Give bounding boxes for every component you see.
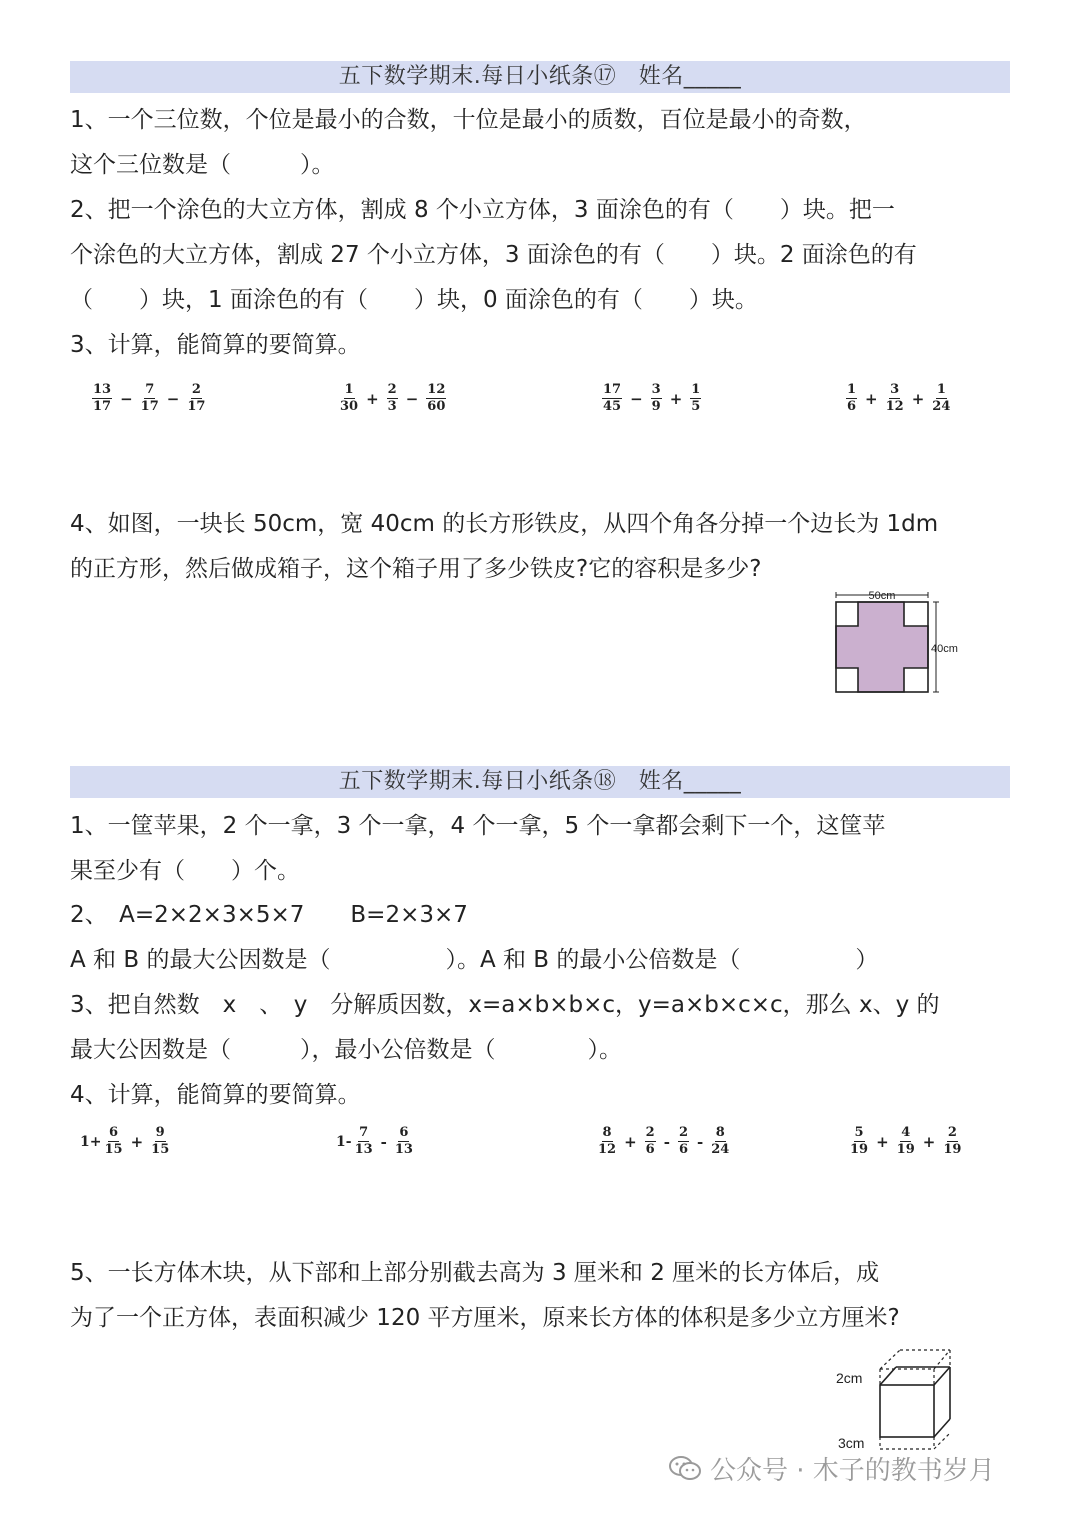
- s2-q1-line1: 1、一筐苹果，2 个一拿，3 个一拿，4 个一拿，5 个一拿都会剩下一个，这筐苹: [70, 813, 886, 839]
- fraction-numerator: 8: [715, 1125, 725, 1140]
- fraction-numerator: 2: [947, 1125, 957, 1140]
- s1-q4-line2: 的正方形，然后做成箱子，这个箱子用了多少铁皮?它的容积是多少?: [70, 556, 762, 582]
- fraction: [943, 1126, 961, 1157]
- s2-q4: 4、计算，能简算的要简算。: [70, 1082, 361, 1108]
- fraction: [886, 383, 904, 414]
- fraction-denominator: 30: [340, 399, 359, 414]
- fraction: [151, 1126, 169, 1157]
- cuboid-figure: [830, 1345, 970, 1457]
- fraction-numerator: 2: [191, 382, 201, 397]
- fraction: [104, 1126, 122, 1157]
- watermark-text: 公众号 · 木子的教书岁月: [710, 1455, 995, 1486]
- fraction-denominator: 19: [896, 1142, 915, 1157]
- expr-operator: −: [166, 389, 180, 408]
- s2-q1-line2: 果至少有（ ）个。: [70, 858, 300, 884]
- expr-operator: −: [405, 389, 419, 408]
- s2-q5-line2: 为了一个正方体，表面积减少 120 平方厘米，原来长方体的体积是多少立方厘米?: [70, 1305, 900, 1331]
- s2-q3-line1: 3、把自然数 x 、 y 分解质因数，x=a×b×b×c，y=a×b×c×c，那么 x、y 的: [70, 992, 940, 1018]
- expr-operator: +: [922, 1132, 936, 1151]
- fraction: [602, 383, 622, 414]
- s1-expr-2: [338, 383, 448, 414]
- sheet2-header-bar: [70, 766, 1010, 798]
- fraction-denominator: 60: [427, 399, 446, 414]
- fraction-numerator: 17: [603, 382, 622, 397]
- fraction-numerator: 3: [651, 382, 661, 397]
- fraction-numerator: 9: [155, 1125, 165, 1140]
- fraction-denominator: 19: [850, 1142, 869, 1157]
- fraction: [846, 383, 857, 414]
- fraction-denominator: 5: [691, 399, 701, 414]
- expr-operator: -: [697, 1132, 704, 1151]
- fraction-denominator: 24: [932, 399, 951, 414]
- fraction-denominator: 12: [598, 1142, 617, 1157]
- sheet2-header: 五下数学期末.每日小纸条⑱ 姓名_____: [338, 769, 742, 794]
- s2-expr-2: [336, 1126, 415, 1157]
- s2-q2-line2: A 和 B 的最大公因数是（ ）。A 和 B 的最小公倍数是（ ）: [70, 947, 879, 973]
- fraction: [598, 1126, 616, 1157]
- s2-q5-line1: 5、一长方体木块，从下部和上部分别截去高为 3 厘米和 2 厘米的长方体后，成: [70, 1260, 880, 1286]
- fraction-numerator: 1: [936, 382, 946, 397]
- expr-operator: +: [624, 1132, 637, 1151]
- fraction: [395, 1126, 413, 1157]
- fraction: [897, 1126, 915, 1157]
- fraction-denominator: 6: [678, 1142, 688, 1157]
- s2-expr-3: [596, 1126, 731, 1157]
- s1-expr-4: [844, 383, 952, 414]
- sheet-metal-cross: [836, 602, 928, 692]
- fraction-numerator: 6: [109, 1125, 119, 1140]
- fraction-numerator: 13: [93, 382, 112, 397]
- fraction-denominator: 24: [711, 1142, 730, 1157]
- fraction-numerator: 4: [901, 1125, 911, 1140]
- s1-expr-3: [600, 383, 703, 414]
- wechat-icon: [668, 1454, 702, 1482]
- expr-operator: −: [630, 389, 643, 408]
- fraction: [355, 1126, 373, 1157]
- sheet1-header-bar: [70, 61, 1010, 93]
- fraction-numerator: 2: [678, 1125, 688, 1140]
- fraction-denominator: 17: [93, 399, 112, 414]
- fraction-denominator: 13: [394, 1142, 413, 1157]
- fraction-numerator: 6: [399, 1125, 409, 1140]
- fraction-denominator: 15: [151, 1142, 170, 1157]
- fraction-denominator: 19: [943, 1142, 962, 1157]
- fraction: [645, 1126, 656, 1157]
- s1-q2-line1: 2、把一个涂色的大立方体，割成 8 个小立方体，3 面涂色的有（ ）块。把一: [70, 197, 895, 223]
- s1-q2-line3: （ ）块，1 面涂色的有（ ）块，0 面涂色的有（ ）块。: [70, 287, 758, 313]
- fraction-denominator: 45: [603, 399, 622, 414]
- s1-q1-line1: 1、一个三位数，个位是最小的合数，十位是最小的质数，百位是最小的奇数，: [70, 107, 867, 133]
- sheet1-header: 五下数学期末.每日小纸条⑰ 姓名_____: [338, 64, 742, 89]
- top-cut-label: 2cm: [836, 1370, 863, 1386]
- s1-q3: 3、计算，能简算的要简算。: [70, 332, 361, 358]
- fraction-numerator: 7: [145, 382, 155, 397]
- s2-expr-1: [80, 1126, 171, 1157]
- expr-operator: +: [669, 389, 683, 408]
- fraction-numerator: 5: [854, 1125, 864, 1140]
- fraction-numerator: 3: [890, 382, 900, 397]
- fraction: [678, 1126, 689, 1157]
- fraction-denominator: 6: [847, 399, 857, 414]
- fraction: [850, 1126, 868, 1157]
- fraction-numerator: 2: [645, 1125, 655, 1140]
- fraction-denominator: 12: [885, 399, 904, 414]
- s1-q1-line2: 这个三位数是（ ）。: [70, 152, 335, 178]
- fraction-numerator: 1: [847, 382, 857, 397]
- fraction: [141, 383, 159, 414]
- fraction: [690, 383, 701, 414]
- fraction-numerator: 7: [359, 1125, 369, 1140]
- s2-expr-4: [848, 1126, 963, 1157]
- fraction-numerator: 12: [427, 382, 446, 397]
- fraction-denominator: 17: [140, 399, 159, 414]
- s2-q2-line1: 2、 A=2×2×3×5×7 B=2×3×7: [70, 902, 468, 928]
- fraction: [711, 1126, 729, 1157]
- sheet-metal-figure: [826, 585, 976, 700]
- fraction-numerator: 1: [691, 382, 701, 397]
- fraction: [932, 383, 950, 414]
- expr-lead: 1+: [80, 1133, 102, 1150]
- s1-q4-line1: 4、如图，一块长 50cm，宽 40cm 的长方形铁皮，从四个角各分掉一个边长为 1dm: [70, 511, 939, 537]
- expr-operator: −: [120, 389, 133, 408]
- expr-operator: -: [380, 1132, 387, 1151]
- expr-operator: +: [130, 1132, 144, 1151]
- s1-q2-line2: 个涂色的大立方体，割成 27 个小立方体，3 面涂色的有（ ）块。2 面涂色的有: [70, 242, 917, 268]
- fraction-numerator: 8: [602, 1125, 612, 1140]
- expr-operator: +: [911, 389, 925, 408]
- fraction-denominator: 17: [187, 399, 206, 414]
- expr-lead: 1-: [336, 1133, 352, 1150]
- expr-operator: +: [876, 1132, 889, 1151]
- watermark: [668, 1448, 995, 1488]
- fraction-numerator: 2: [387, 382, 397, 397]
- fraction: [92, 383, 112, 414]
- width-label: 50cm: [868, 590, 896, 602]
- s2-q3-line2: 最大公因数是（ ），最小公倍数是（ ）。: [70, 1037, 622, 1063]
- fraction-denominator: 13: [354, 1142, 373, 1157]
- bottom-cut-label: 3cm: [838, 1435, 865, 1451]
- fraction: [387, 383, 398, 414]
- expr-operator: -: [663, 1132, 670, 1151]
- expr-operator: +: [366, 389, 379, 408]
- fraction-denominator: 15: [104, 1142, 123, 1157]
- height-label: 40cm: [931, 643, 958, 655]
- cube-solid: [880, 1367, 950, 1437]
- fraction: [187, 383, 205, 414]
- fraction: [651, 383, 662, 414]
- s1-expr-1: [90, 383, 207, 414]
- fraction-denominator: 6: [645, 1142, 655, 1157]
- fraction-denominator: 9: [651, 399, 661, 414]
- fraction-numerator: 1: [344, 382, 354, 397]
- fraction: [426, 383, 446, 414]
- fraction-denominator: 3: [387, 399, 397, 414]
- fraction: [340, 383, 358, 414]
- expr-operator: +: [865, 389, 878, 408]
